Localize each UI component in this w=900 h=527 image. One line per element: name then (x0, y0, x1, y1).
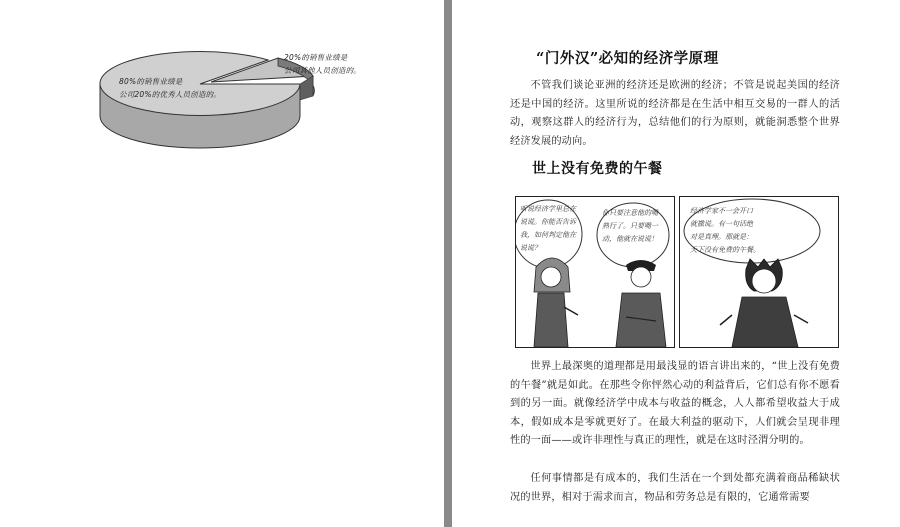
pie-chart-3d (95, 46, 385, 156)
bubble-right-line1: 你只要注意他的嘴 (602, 209, 658, 217)
comic-bubble-question (520, 203, 576, 255)
pie-label-large-line1: 80%的销售业绩是 (119, 77, 183, 86)
pie-label-large-line2: 公司20%的优秀人员创造的。 (119, 90, 221, 99)
bubble-left-line2: 说谎。你能否告诉 (520, 218, 576, 226)
bubble-truth-line3: 对是真理。那就是： (690, 233, 753, 241)
pie-label-small (284, 51, 361, 77)
pie-label-large (119, 75, 221, 101)
comic-bubble-truth (690, 205, 760, 257)
bubble-right-line3: 动，他就在说谎！ (602, 235, 658, 243)
bubble-left-line4: 说谎？ (520, 244, 541, 252)
bubble-truth-line1: 经济学家不一会开口 (690, 207, 753, 215)
bubble-left-line3: 我，如何判定他在 (520, 231, 576, 239)
bubble-truth-line4: 天下没有免费的午餐。 (690, 246, 760, 254)
pie-label-small-line2: 公司其他人员创造的。 (284, 66, 361, 75)
right-page (452, 0, 900, 527)
book-spine (444, 0, 452, 527)
pie-label-small-line1: 20%的销售业绩是 (284, 53, 348, 62)
comic-bubble-answer (602, 207, 658, 246)
section-heading: “门外汉”必知的经济学原理 (536, 50, 719, 67)
comic-panel-2 (679, 196, 839, 348)
left-page (0, 0, 444, 527)
body-paragraph-1: 世界上最深奥的道理都是用最浅显的语言讲出来的，“世上没有免费的午餐”就是如此。在那些令你怦然心动的利益背后，它们总有你不愿看到的另一面。就像经济学中成本与收益的概念，人人都希望收益大于成本，假如成本是零就更好了。在最大利益的驱动下，人们就会呈现非理性的一面——或许非理性与真正的理性，就是在这时泾渭分明的。 (510, 361, 840, 446)
pie-slice-small-edge (300, 76, 313, 100)
subsection-heading: 世上没有免费的午餐 (532, 161, 663, 177)
comic-panel-1 (515, 196, 675, 348)
intro-paragraph: 不管我们谈论亚洲的经济还是欧洲的经济；不管是说起美国的经济还是中国的经济。这里所说的经济都是在生活中相互交易的一群人的活动，观察这群人的经济行为，总结他们的行为原则，就能洞悉整个世界经济发展的动向。 (510, 80, 840, 147)
bubble-right-line2: 熟行了。只要嘴一 (602, 222, 658, 230)
body-paragraph-2: 任何事情都是有成本的，我们生活在一个到处都充满着商品稀缺状况的世界，相对于需求而言，物品和劳务总是有限的，它通常需要 (510, 473, 840, 503)
bubble-truth-line2: 就撒谎。有一句话绝 (690, 220, 753, 228)
bubble-left-line1: 听说经济学里总在 (520, 205, 576, 213)
